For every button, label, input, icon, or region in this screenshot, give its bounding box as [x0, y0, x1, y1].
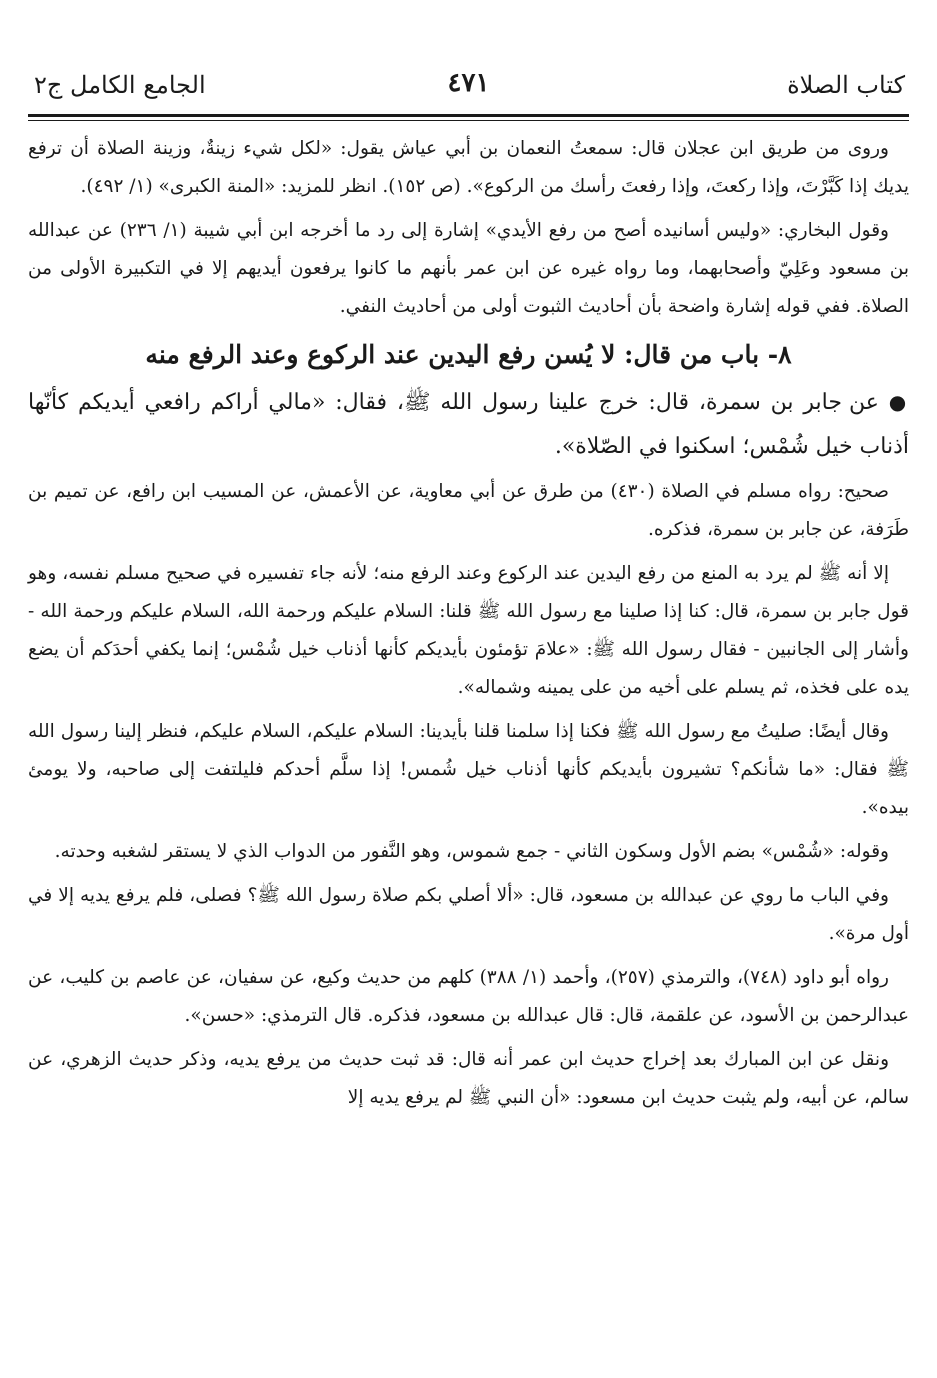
header-book-title: كتاب الصلاة: [787, 71, 905, 99]
paragraph-6: وقوله: «شُمْس» بضم الأول وسكون الثاني - جمع شموس، وهو النَّفور من الدواب الذي لا يستقر لشغبه وحدته.: [54, 841, 889, 862]
chapter-title: ٨- باب من قال: لا يُسن رفع اليدين عند الركوع وعند الرفع منه: [145, 340, 792, 369]
paragraph-3: صحيح: رواه مسلم في الصلاة (٤٣٠) من طرق عن أبي معاوية، عن الأعمش، عن المسيب ابن رافع، عن تميم بن طَرَفة، عن جابر بن سمرة، فذكره.: [28, 481, 909, 540]
page-number: ٤٧١: [447, 68, 490, 98]
page: [28, 58, 909, 1358]
hadith-text: [28, 380, 909, 469]
page-header: [28, 58, 909, 110]
header-volume-title: الجامع الكامل ج٢: [34, 71, 206, 99]
paragraph-7: وفي الباب ما روي عن عبدالله بن مسعود، قال: «ألا أصلي بكم صلاة رسول الله ﷺ؟ فصلى، فلم يرفع يديه إلا في أول مرة».: [28, 885, 909, 944]
header-rule-thick: [28, 114, 909, 117]
hadith-body: عن جابر بن سمرة، قال: خرج علينا رسول الله ﷺ، فقال: «مالي أراكم رافعي أيديكم كأنّها أذناب خيل شُمْس؛ اسكنوا في الصّلاة».: [28, 390, 909, 459]
paragraph-1: وروى من طريق ابن عجلان قال: سمعتُ النعمان بن أبي عياش يقول: «لكل شيء زينةٌ، وزينة الصلاة أن ترفع يديك إذا كَبَّرْتَ، وإذا ركعتَ، وإذا رفعتَ رأسك من الركوع». (ص ١٥٢). انظر للمزيد: «المنة الكبرى» (١/ ٤٩٢).: [28, 138, 909, 197]
paragraph-5: وقال أيضًا: صليتُ مع رسول الله ﷺ فكنا إذا سلمنا قلنا بأيدينا: السلام عليكم، السلام عليكم، فنظر إلينا رسول الله ﷺ فقال: «ما شأنكم؟ تشيرون بأيديكم كأنها أذناب خيل شُمس! إذا سلَّم أحدكم فليلتفت إلى صاحبه، ولا يومئ بيده».: [28, 721, 909, 818]
bullet-icon: ●: [888, 390, 909, 414]
paragraph-4: إلا أنه ﷺ لم يرد به المنع من رفع اليدين عند الركوع وعند الرفع منه؛ لأنه جاء تفسيره في صحيح مسلم نفسه، وهو قول جابر بن سمرة، قال: كنا إذا صلينا مع رسول الله ﷺ قلنا: السلام عليكم ورحمة الله، السلام عليكم ورحمة الله - وأشار إلى الجانبين - فقال رسول الله ﷺ: «علامَ تؤمئون بأيديكم كأنها أذناب خيل شُمْس؛ إنما يكفي أحدَكم أن يضع يده على فخذه، ثم يسلم على أخيه من على يمينه وشماله».: [28, 563, 909, 698]
paragraph-2: وقول البخاري: «وليس أسانيده أصح من رفع الأيدي» إشارة إلى رد ما أخرجه ابن أبي شيبة (١/ ٢٣٦) عن عبدالله بن مسعود وعَلِيّ وأصحابهما، وما رواه غيره عن ابن عمر بأنهم ما كانوا يرفعون أيديهم إلا في التكبيرة الأولى من الصلاة. ففي قوله إشارة واضحة بأن أحاديث الثبوت أولى من أحاديث النفي.: [28, 220, 909, 317]
paragraph-8: رواه أبو داود (٧٤٨)، والترمذي (٢٥٧)، وأحمد (١/ ٣٨٨) كلهم من حديث وكيع، عن سفيان، عن عاصم بن كليب، عن عبدالرحمن بن الأسود، عن علقمة، قال: قال عبدالله بن مسعود، فذكره. قال الترمذي: «حسن».: [28, 967, 909, 1026]
page-content: [28, 130, 909, 1123]
paragraph-9: ونقل عن ابن المبارك بعد إخراج حديث ابن عمر أنه قال: قد ثبت حديث من يرفع يديه، وذكر حديث الزهري، عن سالم، عن أبيه، ولم يثبت حديث ابن مسعود: «أن النبي ﷺ لم يرفع يديه إلا: [28, 1049, 909, 1108]
header-rule-thin: [28, 120, 909, 121]
